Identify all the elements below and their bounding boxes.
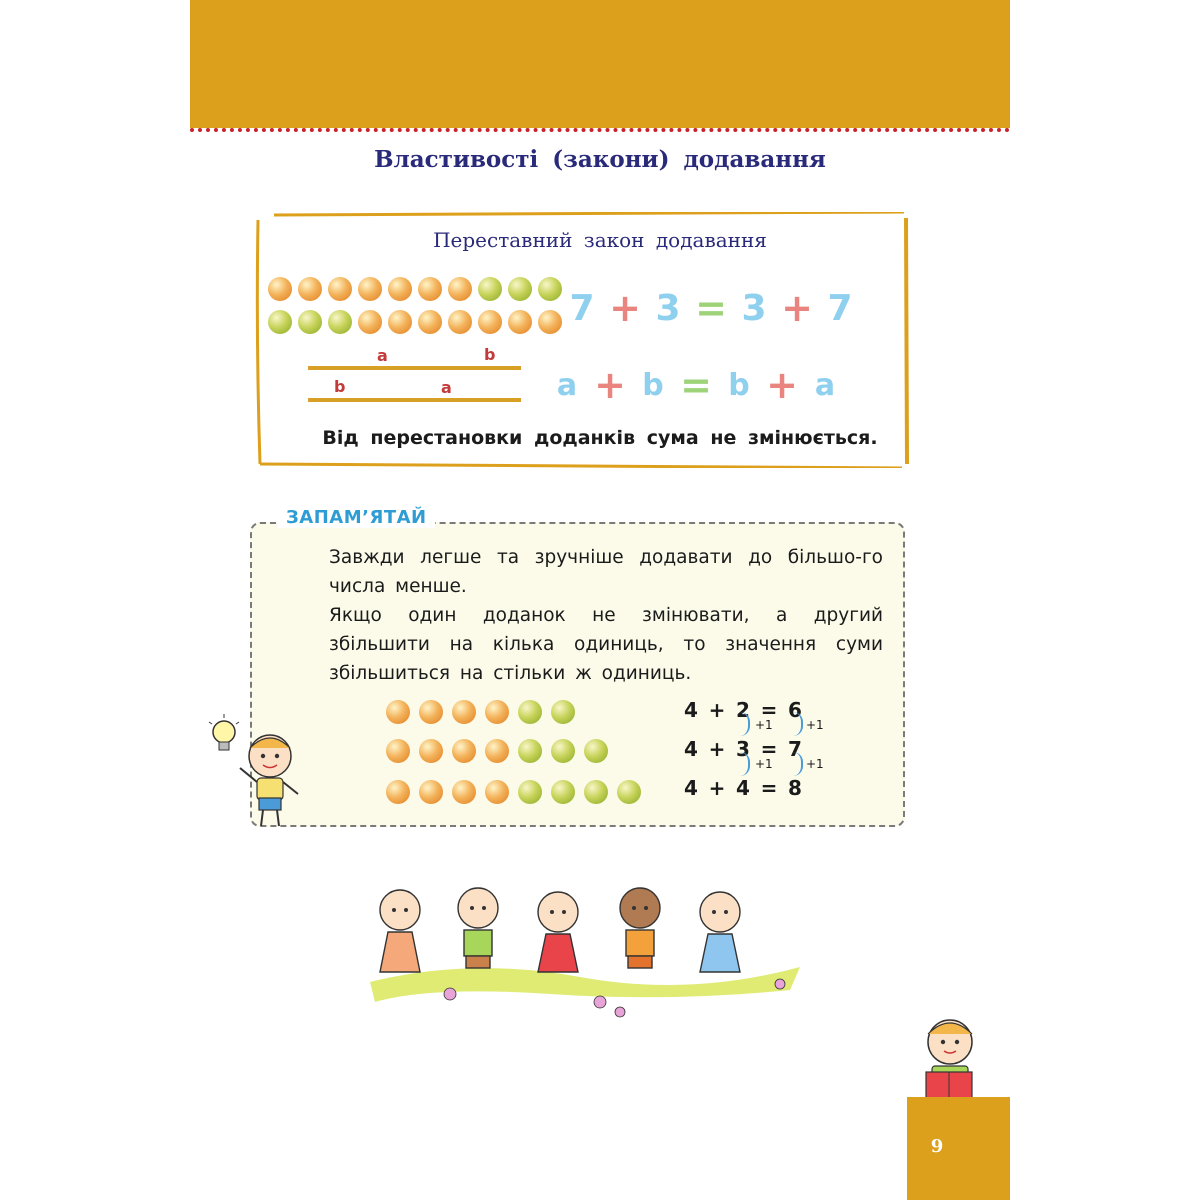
plus-sign: + [766,363,798,407]
eq-term: b [642,367,664,403]
segment-top [308,366,521,370]
ball-row-sum3 [386,780,641,804]
increment-label: +1 [806,757,824,771]
remember-label: ЗАПАМ’ЯТАЙ [278,507,435,528]
sum-term: 4 [684,776,698,800]
ball [452,739,476,763]
ball [518,780,542,804]
page-title: Властивості (закони) додавання [374,146,826,173]
letter-equation [550,363,842,407]
ball [386,700,410,724]
numeric-equation [565,286,857,330]
sum-result: 6 [788,698,802,722]
ball [518,739,542,763]
ball [419,700,443,724]
ball [551,780,575,804]
ball [386,739,410,763]
ball [508,277,532,301]
segment-label: a [377,346,388,365]
plus-sign: + [594,363,626,407]
ball [448,310,472,334]
ball [551,700,575,724]
ball [584,780,608,804]
boy-figure [230,728,310,830]
remember-paragraph: Завжди легше та зручніше додавати до більшо-го числа менше. [329,547,883,597]
segment-label: a [441,378,452,397]
header-dotted-divider [190,128,1010,132]
law-rule: Від перестановки доданків сума не змінюється. [322,427,878,449]
equals-sign: = [680,363,712,407]
ball [478,277,502,301]
segment-label: b [484,345,496,364]
segment-label: b [334,377,346,396]
ball [551,739,575,763]
ball [419,739,443,763]
page-number: 9 [930,1136,944,1157]
ball [538,310,562,334]
ball [419,780,443,804]
ball-row-bottom [268,310,562,334]
ball [358,277,382,301]
ball [298,277,322,301]
eq-term: 7 [827,287,853,329]
ball [584,739,608,763]
law-title: Переставний закон додавання [433,228,767,252]
plus-sign: + [609,286,641,330]
sum-equals: = [760,737,778,761]
sum-row [680,776,806,800]
ball [478,310,502,334]
ball [485,780,509,804]
eq-term: b [728,367,750,403]
ball [328,310,352,334]
ball [418,277,442,301]
ball [538,277,562,301]
sum-term: 4 [684,737,698,761]
eq-term: a [556,367,578,403]
textbook-page [190,0,1010,1200]
ball [452,780,476,804]
dancing-children [350,872,810,1032]
ball [388,277,412,301]
sum-plus: + [708,776,726,800]
plus-sign: + [781,286,813,330]
sum-term: 4 [736,776,750,800]
segment-bottom [308,398,521,402]
sum-term: 4 [684,698,698,722]
increment-label: +1 [806,718,824,732]
ball-row-sum1 [386,700,575,724]
eq-term: 3 [741,287,767,329]
sum-result: 8 [788,776,802,800]
equals-sign: = [695,286,727,330]
ball [452,700,476,724]
sum-equals: = [760,698,778,722]
ball [518,700,542,724]
ball [617,780,641,804]
increment-label: +1 [755,757,773,771]
ball [386,780,410,804]
header-band [190,0,1010,128]
sum-term: 2 [736,698,750,722]
remember-paragraph: Якщо один доданок не змінювати, а другий збільшити на кілька одиниць, то значення суми збільшиться на стільки ж одиниць. [329,605,883,684]
sum-term: 3 [736,737,750,761]
eq-term: 3 [655,287,681,329]
eq-term: 7 [569,287,595,329]
ball [388,310,412,334]
ball [268,310,292,334]
increment-label: +1 [755,718,773,732]
ball [328,277,352,301]
ball [485,739,509,763]
sum-result: 7 [788,737,802,761]
ball [298,310,322,334]
ball [358,310,382,334]
ball-row-top [268,277,562,301]
ball [448,277,472,301]
ball [508,310,532,334]
eq-term: a [814,367,836,403]
ball [418,310,442,334]
ball [485,700,509,724]
ball-row-sum2 [386,739,608,763]
ball [268,277,292,301]
sum-equals: = [760,776,778,800]
remember-text [329,543,883,688]
sum-plus: + [708,698,726,722]
sum-plus: + [708,737,726,761]
